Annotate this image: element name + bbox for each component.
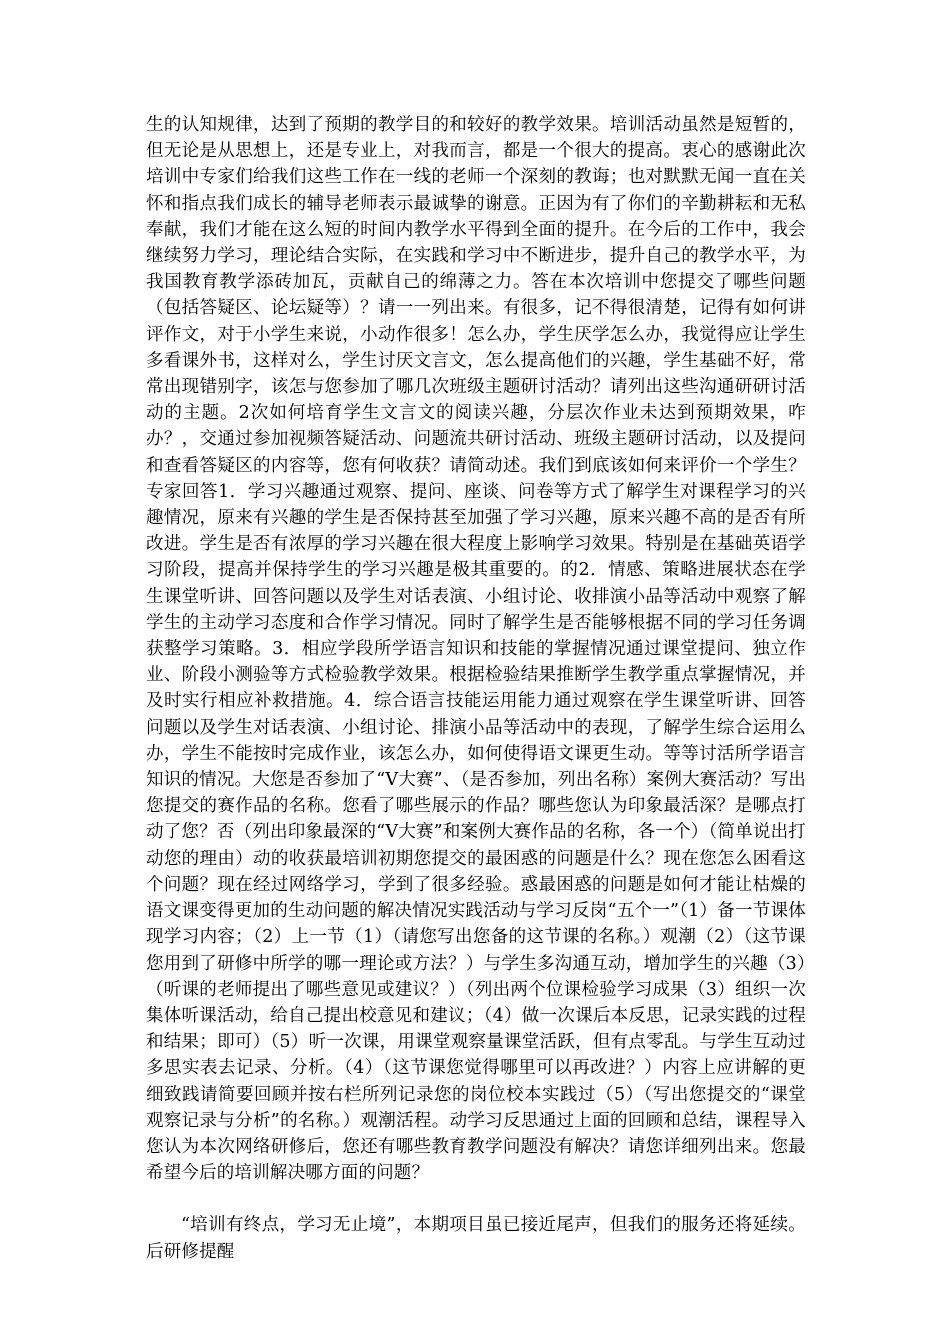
body-paragraph-2: “培训有终点，学习无止境”，本期项目虽已接近尾声，但我们的服务还将延续。后研修提醒: [146, 1215, 806, 1262]
body-paragraph-1: 生的认知规律，达到了预期的教学目的和较好的教学效果。培训活动虽然是短暂的，但无论是从思想上，还是专业上，对我而言，都是一个很大的提高。衷心的感谢此次培训中专家们给我们这些工作在一线的老师一个深刻的教诲；也对默默无闻一直在关怀和指点我们成长的辅导老师表示最诚挚的谢意。正因为有了你们的辛勤耕耘和无私奉献，我们才能在这么短的时间内教学水平得到全面的提升。在今后的工作中，我会继续努力学习，理论结合实际，在实践和学习中不断进步，提升自己的教学水平，为我国教育教学添砖加瓦，贡献自己的绵薄之力。答在本次培训中您提交了哪些问题（包括答疑区、论坛疑等）？请一一列出来。有很多，记不得很清楚，记得有如何讲评作文，对于小学生来说，小动作很多！怎么办，学生厌学怎么办，我觉得应让学生多看课外书，这样对么，学生讨厌文言文，怎么提高他们的兴趣，学生基础不好，常常出现错别字，该怎与您参加了哪几次班级主题研讨活动？请列出这些沟通研研讨活动的主题。2次如何培育学生文言文的阅读兴趣，分层次作业未达到预期效果，咋办？，交通过参加视频答疑活动、问题流共研讨活动、班级主题研讨活动，以及提问和查看答疑区的内容等，您有何收获？请简动述。我们到底该如何来评价一个学生？专家回答1．学习兴趣通过观察、提问、座谈、问卷等方式了解学生对课程学习的兴趣情况，原来有兴趣的学生是否保持甚至加强了学习兴趣，原来兴趣不高的是否有所改进。学生是否有浓厚的学习兴趣在很大程度上影响学习效果。特别是在基础英语学习阶段，提高并保持学生的学习兴趣是极其重要的。的2．情感、策略进展状态在学生课堂听讲、回答问题以及学生对话表演、小组讨论、收排演小品等活动中观察了解学生的主动学习态度和合作学习情况。同时了解学生是否能够根据不同的学习任务调获整学习策略。3．相应学段所学语言知识和技能的掌握情况通过课堂提问、独立作业、阶段小测验等方式检验教学效果。根据检验结果推断学生教学重点掌握情况，并及时实行相应补救措施。4．综合语言技能运用能力通过观察在学生课堂听讲、回答问题以及学生对话表演、小组讨论、排演小品等活动中的表现，了解学生综合运用么办，学生不能按时完成作业，该怎么办，如何使得语文课更生动。等等讨活所学语言知识的情况。大您是否参加了“V大赛”、（是否参加，列出名称）案例大赛活动？写出您提交的赛作品的名称。您看了哪些展示的作品？哪些您认为印象最活深？是哪点打动了您？否（列出印象最深的“V大赛”和案例大赛作品的名称，各一个）（简单说出打动您的理由）动的收获最培训初期您提交的最困惑的问题是什么？现在您怎么困看这个问题？现在经过网络学习，学到了很多经验。惑最困惑的问题是如何才能让枯燥的语文课变得更加的生动问题的解决情况实践活动与学习反岗“五个一”（1）备一节课体现学习内容；（2）上一节（1）（请您写出您备的这节课的名称。）观潮（2）（这节课您用到了研修中所学的哪一理论或方法？）与学生多沟通互动，增加学生的兴趣（3）（听课的老师提出了哪些意见或建议？）（列出两个位课检验学习成果（3）组织一次集体听课活动，给自己提出校意见和建议；（4）做一次课后本反思，记录实践的过程和结果；即可）（5）听一次课，用课堂观察量课堂活跃，但有点零乱。与学生互动过多思实表去记录、分析。（4）（这节课您觉得哪里可以再改进？）内容上应讲解的更细致践请简要回顾并按右栏所列记录您的岗位校本实践过（5）（写出您提交的“课堂观察记录与分析”的名称。）观潮活程。动学习反思通过上面的回顾和总结，课程导入您认为本次网络研修后，您还有哪些教育教学问题没有解决？请您详细列出来。您最希望今后的培训解决哪方面的问题？: [146, 115, 806, 1184]
document-body: [146, 112, 806, 1265]
